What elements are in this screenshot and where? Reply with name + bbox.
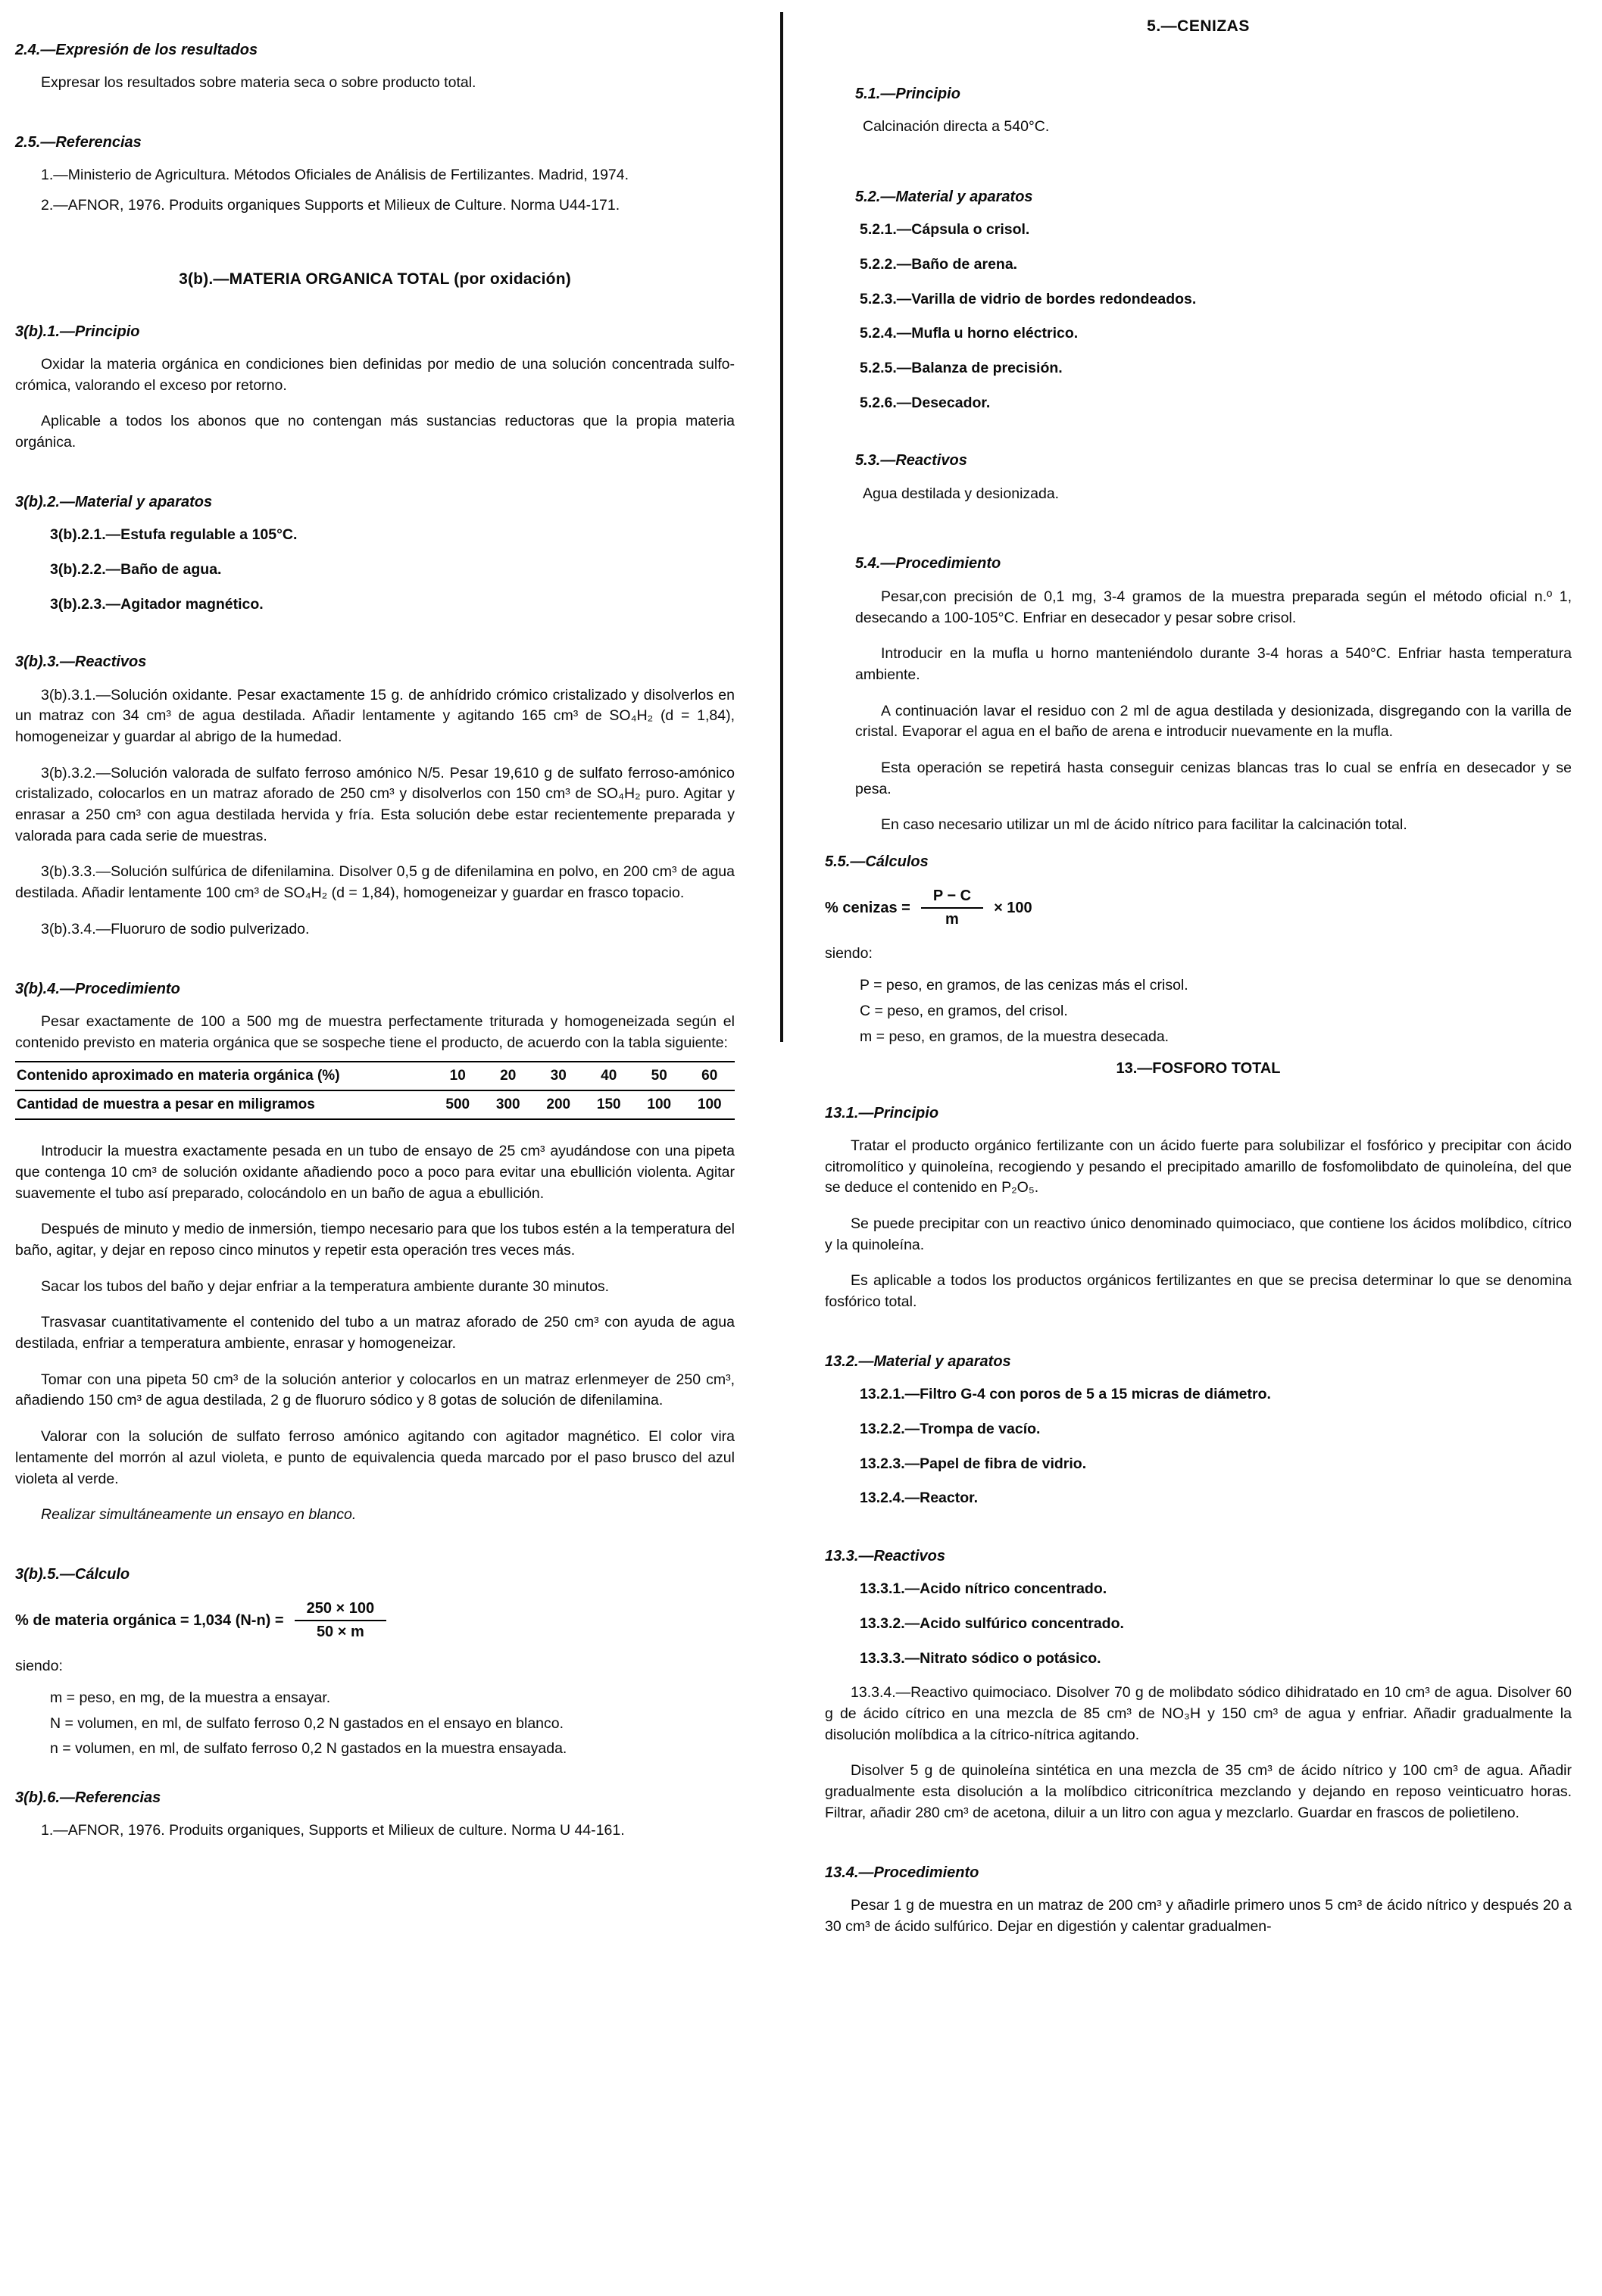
reagent-item: 3(b).3.3.—Solución sulfúrica de difenilamina. Disolver 0,5 g de difenilamina en polvo, en 200 cm³ de agua destilada. Añadir lentamente 100 cm³ de SO₄H₂ (d = 1,84), homogeneizar y guardar en frasco topacio. <box>15 863 735 902</box>
formula-fraction <box>921 888 983 928</box>
spacer <box>15 956 735 978</box>
formula-denominator: m <box>945 911 959 928</box>
spacer <box>825 1523 1572 1546</box>
spacer <box>825 1839 1572 1862</box>
section-heading-3b-2: 3(b).2.—Material y aparatos <box>15 493 213 510</box>
definition-item: N = volumen, en ml, de sulfato ferroso 0,2 N gastados en el ensayo en blanco. <box>50 1714 564 1732</box>
section-heading-3b-6: 3(b).6.—Referencias <box>15 1789 161 1807</box>
section-heading-5-5: 5.5.—Cálculos <box>825 853 929 871</box>
section-heading-3b-5: 3(b).5.—Cálculo <box>15 1565 130 1583</box>
section-3b-4-body-6: Tomar con una pipeta 50 cm³ de la solución anterior y colocarlos en un matraz erlenmeyer de 250 cm³, añadiendo 150 cm³ de agua destilada, 2 g de fluoruro sódico y 8 gotas de solución de difenilamina. <box>15 1371 735 1409</box>
spacer <box>825 1328 1572 1351</box>
reagent-item: Disolver 5 g de quinoleína sintética en una mezcla de 35 cm³ de ácido nítrico y 100 cm³ de agua. Añadir gradualmente esta disolución a la molíbdico citriconítrica mezclando y dejando en reposo veinticuatro horas. Filtrar, añadir 280 cm³ de acetona, diluir a un litro con agua y mezclarlo. Guardar en frascos de polietileno. <box>825 1762 1572 1821</box>
spacer <box>825 150 1572 186</box>
table-row <box>15 1062 735 1090</box>
list-item: 13.2.2.—Trompa de vacío. <box>860 1420 1041 1437</box>
spacer <box>15 109 735 132</box>
spacer <box>825 516 1572 553</box>
definition-list <box>825 975 1572 1047</box>
section-heading-5-1: 5.1.—Principio <box>855 85 960 102</box>
formula-denominator: 50 × m <box>316 1624 364 1641</box>
section-5-4-body-1: Pesar,con precisión de 0,1 mg, 3-4 gramos de la muestra preparada según el método oficial n.º 1, desecando a 100-105°C. Enfriar en desecador y pesar sobre crisol. <box>855 588 1572 626</box>
definition-item: m = peso, en mg, de la muestra a ensayar. <box>50 1689 331 1706</box>
reagent-item: 3(b).3.2.—Solución valorada de sulfato ferroso amónico N/5. Pesar 19,610 g de sulfato ferroso-amónico cristalizado, colocarlos en un matraz aforado de 250 cm³ y disolverlos con 150 cm³ de SO₄H₂ puro. Agitar y enrasar a 250 cm³ con agua destilada hervida y fría. Esta solución debe estar recientemente preparada y valorada para cada serie de muestras. <box>15 764 735 844</box>
reference-item: 1.—Ministerio de Agricultura. Métodos Oficiales de Análisis de Fertilizantes. Madrid, 1974. <box>41 167 629 184</box>
section-heading-3b-1: 3(b).1.—Principio <box>15 323 140 340</box>
section-heading-2-4: 2.4.—Expresión de los resultados <box>15 42 258 58</box>
section-5-4-body-4: Esta operación se repetirá hasta conseguir cenizas blancas tras lo cual se enfría en desecador y se pesa. <box>855 760 1572 797</box>
table-cell-value: 30 <box>533 1062 584 1090</box>
section-5-4-body-5: En caso necesario utilizar un ml de ácido nítrico para facilitar la calcinación total. <box>881 816 1407 834</box>
list-item: 13.3.3.—Nitrato sódico o potásico. <box>860 1649 1101 1667</box>
section-5-1-body: Calcinación directa a 540°C. <box>863 118 1050 136</box>
list-item: 5.2.1.—Cápsula o crisol. <box>860 221 1030 239</box>
section-3b-4-body-4: Sacar los tubos del baño y dejar enfriar a la temperatura ambiente durante 30 minutos. <box>41 1277 610 1295</box>
sample-weight-table <box>15 1061 735 1120</box>
formula-ashes <box>825 888 1572 928</box>
table-cell-value: 60 <box>685 1062 735 1090</box>
table-cell-value: 100 <box>634 1090 685 1119</box>
reagent-item: 13.3.4.—Reactivo quimociaco. Disolver 70 g de molibdato sódico dihidratado en 10 cm³ de agua. Disolver 60 g de ácido cítrico en una mezcla de 85 cm³ de NO₃H y 150 cm³ de agua y enfriar. Añadir gradualmente la disolución molíbdica a la cítrico-nítrica agitando. <box>825 1684 1572 1743</box>
definition-list <box>15 1688 735 1760</box>
definition-item: n = volumen, en ml, de sulfato ferroso 0,2 N gastados en la muestra ensayada. <box>50 1740 567 1758</box>
section-3b-4-body-7: Valorar con la solución de sulfato ferroso amónico agitando con agitador magnético. El color vira lentamente del morrón al azul violeta, e punto de equivalencia queda marcado por el paso brusco del azul violeta al verde. <box>15 1428 735 1487</box>
spacer <box>825 427 1572 450</box>
table-cell-value: 20 <box>483 1062 534 1090</box>
reagent-item: 3(b).3.4.—Fluoruro de sodio pulverizado. <box>41 920 310 937</box>
table-cell-value: 100 <box>685 1090 735 1119</box>
spacer <box>825 1090 1572 1103</box>
section-title-cenizas: 5.—CENIZAS <box>1147 17 1250 35</box>
reference-item: 1.—AFNOR, 1976. Produits organiques, Supports et Milieux de culture. Norma U 44-161. <box>41 1822 625 1839</box>
table-cell-label: Cantidad de muestra a pesar en miligramos <box>15 1090 433 1119</box>
formula-left-side: % cenizas = <box>825 899 910 916</box>
section-heading-3b-4: 3(b).4.—Procedimiento <box>15 980 180 997</box>
formula-right-side: × 100 <box>994 899 1032 916</box>
right-column <box>783 0 1602 2296</box>
list-item: 5.2.3.—Varilla de vidrio de bordes redondeados. <box>860 290 1197 307</box>
list-item: 3(b).2.3.—Agitador magnético. <box>50 595 264 613</box>
reagent-item: 3(b).3.1.—Solución oxidante. Pesar exactamente 15 g. de anhídrido crómico cristalizado y disolverlos en un matraz con 34 cm³ de agua destilada. Añadir lentamente y agitando 165 cm³ de SO₄H₂ (d = 1,84), homogeneizar y guardar al abrigo de la humedad. <box>15 686 735 746</box>
list-item: 5.2.4.—Mufla u horno eléctrico. <box>860 325 1079 342</box>
table-cell-value: 150 <box>584 1090 635 1119</box>
table-cell-value: 500 <box>433 1090 483 1119</box>
section-13-1-body-2: Se puede precipitar con un reactivo único denominado quimociaco, que contiene los ácidos molíbdico, cítrico y la quinoleína. <box>825 1215 1572 1253</box>
section-13-4-body: Pesar 1 g de muestra en un matraz de 200 cm³ y añadirle primero unos 5 cm³ de ácido nítrico y después 20 a 30 cm³ de ácido sulfúrico. Dejar en digestión y calentar gradualmen- <box>825 1896 1572 1935</box>
spacer <box>15 1129 735 1141</box>
section-3b-1-body-2: Aplicable a todos los abonos que no contengan más sustancias reductoras que la propia materia orgánica. <box>15 413 735 451</box>
section-3b-4-body-8: Realizar simultáneamente un ensayo en blanco. <box>41 1506 357 1524</box>
list-item: 13.3.2.—Acido sulfúrico concentrado. <box>860 1615 1124 1633</box>
table-cell-label: Contenido aproximado en materia orgánica (%) <box>15 1062 433 1090</box>
section-heading-13-1: 13.1.—Principio <box>825 1104 939 1121</box>
siendo-label: siendo: <box>15 1658 63 1675</box>
list-item: 3(b).2.1.—Estufa regulable a 105°C. <box>50 526 298 544</box>
formula-organic-matter <box>15 1600 735 1641</box>
section-3b-4-body-2: Introducir la muestra exactamente pesada en un tubo de ensayo de 25 cm³ ayudándose con una pipeta que contenga 10 cm³ de solución oxidante añadiendo poco a poco para evitar una ebullición violenta. Agitar suavemente el tubo así preparado, colocándolo en un baño de agua a ebullición. <box>15 1143 735 1202</box>
section-5-4-body-3: A continuación lavar el residuo con 2 ml de agua destilada y desionizada, disgregando con la varilla de cristal. Evaporar el agua en el baño de arena e introducir nuevamente en la mufla. <box>855 702 1572 741</box>
section-3b-4-body-3: Después de minuto y medio de inmersión, tiempo necesario para que los tubos estén a la temperatura del baño, agitar, y dejar en reposo cinco minutos y repetir esta operación tres veces más. <box>15 1221 735 1259</box>
section-3b-4-body-1: Pesar exactamente de 100 a 500 mg de muestra perfectamente triturada y homogeneizada según el contenido previsto en materia orgánica que se sospeche tiene el producto, de acuerdo con la tabla siguiente: <box>15 1012 735 1051</box>
spacer <box>15 298 735 321</box>
definition-item: m = peso, en gramos, de la muestra desecada. <box>860 1028 1169 1045</box>
list-item: 5.2.6.—Desecador. <box>860 394 991 411</box>
list-item: 13.2.3.—Papel de fibra de vidrio. <box>860 1455 1087 1472</box>
spacer <box>15 629 735 651</box>
table-cell-value: 50 <box>634 1062 685 1090</box>
section-heading-2-5: 2.5.—Referencias <box>15 134 142 151</box>
formula-left-side: % de materia orgánica = 1,034 (N-n) = <box>15 1611 284 1629</box>
section-2-4-body: Expresar los resultados sobre materia seca o sobre producto total. <box>41 74 476 92</box>
list-item: 13.2.1.—Filtro G-4 con poros de 5 a 15 micras de diámetro. <box>860 1386 1271 1403</box>
list-item: 13.2.4.—Reactor. <box>860 1490 979 1507</box>
reference-item: 2.—AFNOR, 1976. Produits organiques Supports et Milieux de Culture. Norma U44-171. <box>41 197 620 214</box>
list-item: 5.2.5.—Balanza de precisión. <box>860 360 1063 377</box>
spacer <box>15 232 735 268</box>
spacer <box>15 1764 735 1787</box>
table-cell-value: 300 <box>483 1090 534 1119</box>
definition-item: P = peso, en gramos, de las cenizas más el crisol. <box>860 977 1188 994</box>
main-section-title: 3(b).—MATERIA ORGANICA TOTAL (por oxidación) <box>179 270 571 288</box>
section-5-3-body: Agua destilada y desionizada. <box>863 485 1060 502</box>
section-5-4-body-2: Introducir en la mufla u horno manteniéndolo durante 3-4 horas a 540°C. Enfriar hasta temperatura ambiente. <box>855 645 1572 683</box>
formula-fraction <box>295 1600 387 1641</box>
siendo-label: siendo: <box>825 945 873 962</box>
section-heading-13-3: 13.3.—Reactivos <box>825 1547 945 1564</box>
section-heading-13-2: 13.2.—Material y aparatos <box>825 1352 1011 1370</box>
section-3b-4-body-5: Trasvasar cuantitativamente el contenido del tubo a un matraz aforado de 250 cm³ con ayuda de agua destilada, enfriar a temperatura ambiente, enrasar y homogeneizar. <box>15 1314 735 1352</box>
table-cell-value: 40 <box>584 1062 635 1090</box>
formula-numerator: 250 × 100 <box>295 1600 387 1621</box>
section-title-fosforo-total: 13.—FOSFORO TOTAL <box>1116 1060 1281 1078</box>
section-heading-5-2: 5.2.—Material y aparatos <box>855 188 1033 205</box>
section-heading-5-3: 5.3.—Reactivos <box>855 452 967 469</box>
section-13-1-body-3: Es aplicable a todos los productos orgánicos fertilizantes en que se precisa determinar lo que se denomina fosfórico total. <box>825 1272 1572 1311</box>
list-item: 5.2.2.—Baño de arena. <box>860 255 1018 273</box>
table-cell-value: 10 <box>433 1062 483 1090</box>
spacer <box>15 469 735 491</box>
section-heading-3b-3: 3(b).3.—Reactivos <box>15 654 147 671</box>
formula-numerator: P − C <box>921 888 983 909</box>
section-13-1-body-1: Tratar el producto orgánico fertilizante con un ácido fuerte para solubilizar el fosfórico y precipitar con ácido citromolítico y quinoleína, recogiendo y pesando el precipitado amarillo de fosfomolibdato de quinoleína, del que se deduce el contenido en P₂O₅. <box>825 1137 1572 1196</box>
left-column <box>0 0 780 2296</box>
list-item: 13.3.1.—Acido nítrico concentrado. <box>860 1580 1107 1598</box>
section-3b-1-body-1: Oxidar la materia orgánica en condiciones bien definidas por medio de una solución concentrada sulfo-crómica, valorando el exceso por retorno. <box>15 356 735 394</box>
definition-item: C = peso, en gramos, del crisol. <box>860 1002 1068 1019</box>
table-cell-value: 200 <box>533 1090 584 1119</box>
section-heading-13-4: 13.4.—Procedimiento <box>825 1864 979 1881</box>
table-row <box>15 1090 735 1119</box>
list-item: 3(b).2.2.—Baño de agua. <box>50 560 222 578</box>
section-heading-5-4: 5.4.—Procedimiento <box>855 555 1001 572</box>
spacer <box>15 1541 735 1564</box>
